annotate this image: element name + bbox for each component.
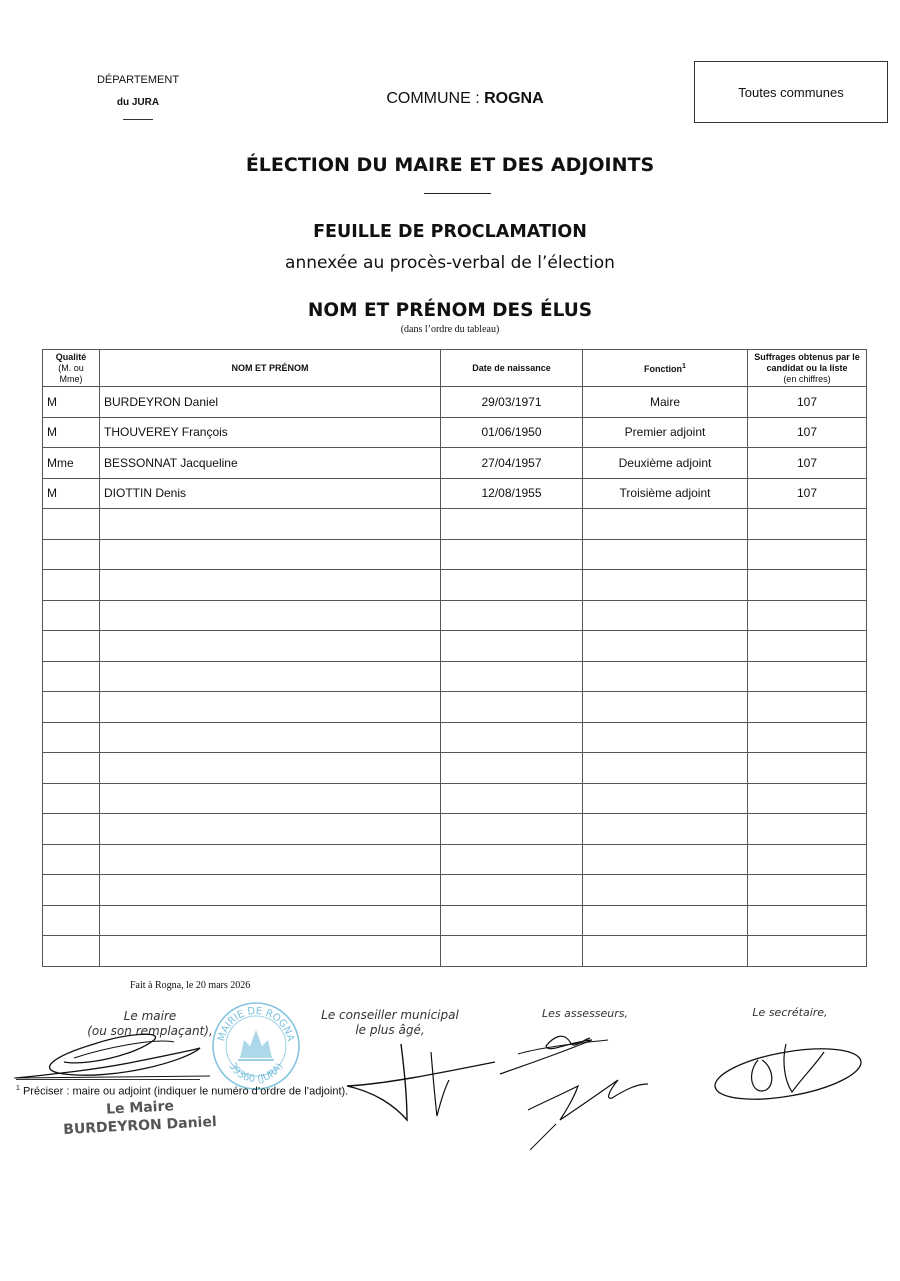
cell-nom: [100, 905, 441, 936]
cell-qualite: [43, 753, 100, 784]
cell-nom: [100, 844, 441, 875]
cell-naissance: 29/03/1971: [441, 387, 583, 418]
table-row: [43, 539, 867, 570]
title-divider: [424, 193, 491, 194]
annex-subtitle: annexée au procès-verbal de l’élection: [285, 253, 615, 273]
cell-qualite: [43, 783, 100, 814]
cell-fonction: Maire: [583, 387, 748, 418]
department-rule: [123, 119, 153, 120]
cell-naissance: [441, 692, 583, 723]
section-note: (dans l’ordre du tableau): [400, 324, 500, 335]
cell-suffrages: [748, 570, 867, 601]
svg-text:39360 (JURA): 39360 (JURA): [226, 1061, 286, 1086]
elected-table: [42, 349, 867, 967]
cell-suffrages: [748, 661, 867, 692]
cell-fonction: [583, 509, 748, 540]
table-row: [43, 814, 867, 845]
cell-qualite: [43, 814, 100, 845]
table-row: [43, 844, 867, 875]
cell-fonction: [583, 844, 748, 875]
department-block: [60, 74, 216, 120]
cell-nom: [100, 936, 441, 967]
cell-fonction: [583, 692, 748, 723]
cell-suffrages: [748, 814, 867, 845]
maire-name-stamp: [60, 1098, 220, 1139]
cell-nom: [100, 875, 441, 906]
table-row: [43, 692, 867, 723]
header-suffrages-sub: (en chiffres): [783, 373, 831, 384]
cell-naissance: [441, 875, 583, 906]
stamp-title: Le Maire: [105, 1098, 175, 1118]
cell-nom: [100, 539, 441, 570]
cell-suffrages: 107: [748, 387, 867, 418]
cell-fonction: [583, 600, 748, 631]
header-nom: NOM ET PRÉNOM: [100, 350, 441, 387]
header-naissance: Date de naissance: [441, 350, 583, 387]
cell-fonction: [583, 783, 748, 814]
cell-nom: [100, 631, 441, 662]
cell-qualite: [43, 722, 100, 753]
table-row: [43, 417, 867, 448]
header-suffrages: [748, 350, 867, 387]
header-fonction-label: Fonction: [644, 364, 683, 374]
header-fonction: [583, 350, 748, 387]
table-row: [43, 448, 867, 479]
cell-suffrages: [748, 722, 867, 753]
cell-qualite: [43, 600, 100, 631]
cell-fonction: [583, 661, 748, 692]
cell-qualite: [43, 936, 100, 967]
cell-qualite: [43, 844, 100, 875]
cell-suffrages: [748, 509, 867, 540]
conseiller-signature-label: [305, 1008, 475, 1038]
fait-a-line: Fait à Rogna, le 20 mars 2026: [130, 980, 251, 991]
cell-naissance: [441, 600, 583, 631]
mairie-seal-stamp: [210, 1000, 302, 1092]
conseiller-handwritten-signature: [345, 1040, 500, 1124]
cell-naissance: [441, 753, 583, 784]
cell-nom: [100, 814, 441, 845]
table-header-row: [43, 350, 867, 387]
cell-naissance: [441, 936, 583, 967]
table-row: [43, 509, 867, 540]
cell-qualite: [43, 631, 100, 662]
footnote: [16, 1085, 348, 1098]
toutes-communes-label: Toutes communes: [738, 84, 844, 100]
cell-fonction: [583, 753, 748, 784]
footnote-marker: 1: [16, 1085, 20, 1092]
cell-nom: [100, 661, 441, 692]
table-row: [43, 722, 867, 753]
cell-suffrages: [748, 936, 867, 967]
cell-naissance: [441, 722, 583, 753]
department-name: du JURA: [116, 97, 160, 108]
cell-nom: DIOTTIN Denis: [100, 478, 441, 509]
cell-fonction: Premier adjoint: [583, 417, 748, 448]
cell-nom: [100, 509, 441, 540]
assesseurs-signature-label: Les assesseurs,: [541, 1007, 629, 1020]
table-body: [43, 387, 867, 967]
cell-qualite: M: [43, 478, 100, 509]
cell-nom: BURDEYRON Daniel: [100, 387, 441, 418]
cell-qualite: [43, 539, 100, 570]
table-row: [43, 936, 867, 967]
toutes-communes-box: [694, 61, 888, 123]
table-row: [43, 600, 867, 631]
cell-suffrages: 107: [748, 478, 867, 509]
table-row: [43, 631, 867, 662]
conseiller-label-line2: le plus âgé,: [355, 1023, 425, 1037]
footnote-text: Préciser : maire ou adjoint (indiquer le numéro d’ordre de l’adjoint).: [19, 1085, 349, 1098]
cell-nom: BESSONNAT Jacqueline: [100, 448, 441, 479]
cell-fonction: Troisième adjoint: [583, 478, 748, 509]
cell-suffrages: [748, 631, 867, 662]
maire-label-line2: (ou son remplaçant),: [87, 1024, 213, 1038]
cell-suffrages: [748, 783, 867, 814]
table-row: [43, 783, 867, 814]
cell-fonction: [583, 814, 748, 845]
commune-name: ROGNA: [484, 90, 544, 107]
stamp-name: BURDEYRON Daniel: [62, 1113, 218, 1139]
cell-naissance: [441, 631, 583, 662]
cell-qualite: [43, 692, 100, 723]
cell-naissance: [441, 814, 583, 845]
cell-fonction: [583, 631, 748, 662]
cell-qualite: [43, 570, 100, 601]
header-suffrages-label: Suffrages obtenus par le candidat ou la liste: [754, 351, 860, 373]
cell-suffrages: [748, 905, 867, 936]
cell-naissance: [441, 570, 583, 601]
table-row: [43, 570, 867, 601]
cell-fonction: [583, 875, 748, 906]
cell-nom: [100, 600, 441, 631]
cell-suffrages: [748, 875, 867, 906]
cell-nom: [100, 692, 441, 723]
cell-naissance: [441, 539, 583, 570]
header-qualite-sub: (M. ou Mme): [58, 362, 84, 384]
header-fonction-sup: 1: [682, 363, 686, 370]
secretaire-signature-label: Le secrétaire,: [752, 1006, 828, 1019]
cell-naissance: [441, 783, 583, 814]
table-row: [43, 478, 867, 509]
svg-text:MAIRIE DE ROGNA: MAIRIE DE ROGNA: [216, 1005, 296, 1043]
cell-nom: [100, 570, 441, 601]
cell-fonction: [583, 570, 748, 601]
cell-fonction: Deuxième adjoint: [583, 448, 748, 479]
cell-fonction: [583, 936, 748, 967]
header-qualite-label: Qualité: [55, 351, 87, 362]
department-label: DÉPARTEMENT: [96, 74, 180, 86]
cell-qualite: [43, 509, 100, 540]
cell-nom: [100, 783, 441, 814]
cell-qualite: M: [43, 387, 100, 418]
cell-qualite: [43, 875, 100, 906]
cell-suffrages: [748, 844, 867, 875]
cell-naissance: [441, 509, 583, 540]
cell-suffrages: [748, 753, 867, 784]
cell-fonction: [583, 722, 748, 753]
table-row: [43, 905, 867, 936]
table-row: [43, 753, 867, 784]
cell-qualite: Mme: [43, 448, 100, 479]
cell-naissance: [441, 844, 583, 875]
cell-qualite: [43, 905, 100, 936]
sheet-title: FEUILLE DE PROCLAMATION: [313, 222, 587, 242]
cell-naissance: [441, 661, 583, 692]
cell-suffrages: [748, 692, 867, 723]
cell-fonction: [583, 539, 748, 570]
cell-suffrages: [748, 539, 867, 570]
table-row: [43, 661, 867, 692]
cell-naissance: [441, 905, 583, 936]
section-title: NOM ET PRÉNOM DES ÉLUS: [307, 300, 593, 321]
cell-naissance: 27/04/1957: [441, 448, 583, 479]
cell-fonction: [583, 905, 748, 936]
commune-label: COMMUNE :: [386, 90, 485, 107]
footnote-rule: [16, 1079, 200, 1080]
cell-nom: THOUVEREY François: [100, 417, 441, 448]
cell-qualite: M: [43, 417, 100, 448]
conseiller-label-line1: Le conseiller municipal: [321, 1008, 459, 1022]
table-row: [43, 387, 867, 418]
cell-suffrages: 107: [748, 448, 867, 479]
cell-suffrages: 107: [748, 417, 867, 448]
cell-nom: [100, 753, 441, 784]
cell-qualite: [43, 661, 100, 692]
cell-nom: [100, 722, 441, 753]
main-title: ÉLECTION DU MAIRE ET DES ADJOINTS: [245, 154, 655, 176]
secretaire-handwritten-signature: [712, 1040, 868, 1104]
assesseurs-handwritten-signatures: [498, 1028, 648, 1152]
cell-suffrages: [748, 600, 867, 631]
header-qualite: [43, 350, 100, 387]
cell-naissance: 01/06/1950: [441, 417, 583, 448]
commune-heading: [300, 90, 630, 108]
maire-handwritten-signature: [14, 1022, 214, 1084]
table-row: [43, 875, 867, 906]
cell-naissance: 12/08/1955: [441, 478, 583, 509]
maire-label-line1: Le maire: [123, 1009, 177, 1023]
